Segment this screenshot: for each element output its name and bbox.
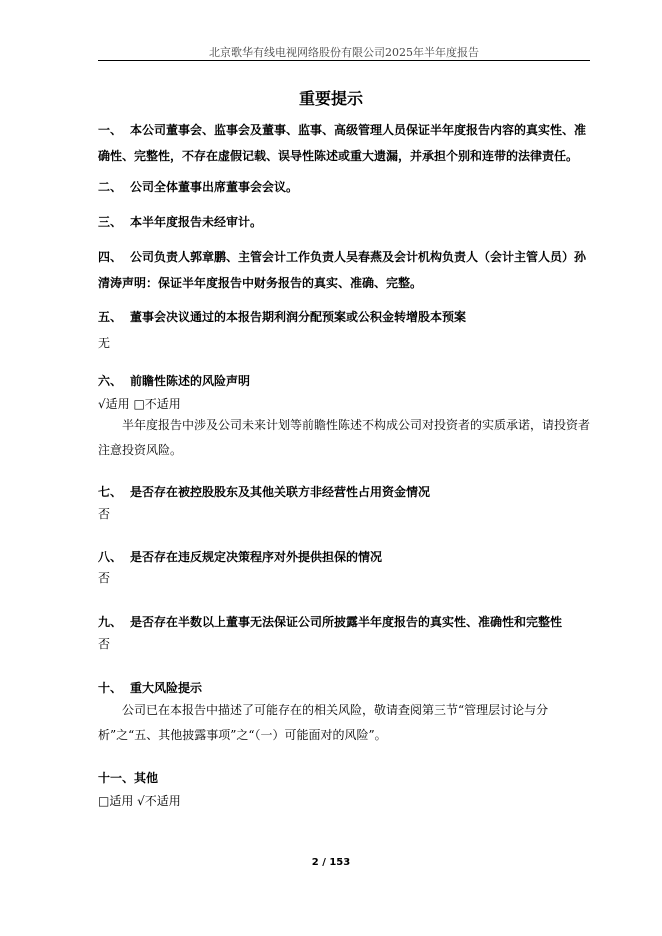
page-header: 北京歌华有线电视网络股份有限公司2025年半年度报告 <box>209 46 479 59</box>
section-number: 七、 <box>98 485 123 499</box>
section-6-applicability: √适用 □不适用 <box>98 397 181 411</box>
section-number: 三、 <box>98 215 123 229</box>
section-text: 本半年度报告未经审计。 <box>130 215 263 229</box>
section-text: 公司负责人郭章鹏、主管会计工作负责人吴春燕及会计机构负责人（会计主管人员）孙清涛声明：保证半年度报告中财务报告的真实、准确、完整。 <box>98 250 587 290</box>
section-1 <box>98 117 592 169</box>
section-6-body: 半年度报告中涉及公司未来计划等前瞻性陈述不构成公司对投资者的实质承诺，请投资者注意投资风险。 <box>98 418 591 457</box>
section-8-answer: 否 <box>98 571 111 585</box>
section-7-answer: 否 <box>98 507 111 521</box>
section-3 <box>98 209 592 235</box>
page-title: 重要提示 <box>298 89 363 108</box>
section-text: 是否存在半数以上董事无法保证公司所披露半年度报告的真实性、准确性和完整性 <box>130 615 563 629</box>
section-text: 董事会决议通过的本报告期利润分配预案或公积金转增股本预案 <box>130 310 467 324</box>
section-number: 十一、 <box>98 771 135 785</box>
section-number: 八、 <box>98 550 123 564</box>
section-text: 是否存在违反规定决策程序对外提供担保的情况 <box>130 550 383 564</box>
section-11 <box>98 765 592 791</box>
section-2 <box>98 174 592 200</box>
section-9-answer: 否 <box>98 637 111 651</box>
section-4 <box>98 244 592 296</box>
section-5-answer: 无 <box>98 336 111 350</box>
section-text: 其他 <box>134 771 159 785</box>
section-6 <box>98 368 592 394</box>
section-number: 六、 <box>98 374 123 388</box>
section-text: 本公司董事会、监事会及董事、监事、高级管理人员保证半年度报告内容的真实性、准确性、完整性，不存在虚假记载、误导性陈述或重大遗漏，并承担个别和连带的法律责任。 <box>98 123 587 163</box>
section-7 <box>98 479 592 505</box>
section-5 <box>98 304 592 330</box>
page-number: 2 / 153 <box>311 857 351 868</box>
section-text: 公司全体董事出席董事会会议。 <box>130 180 299 194</box>
section-11-applicability: □适用 √不适用 <box>98 794 181 808</box>
section-text: 前瞻性陈述的风险声明 <box>130 374 251 388</box>
section-number: 九、 <box>98 615 123 629</box>
section-number: 二、 <box>98 180 123 194</box>
header-rule <box>98 60 590 61</box>
section-number: 五、 <box>98 310 123 324</box>
section-10-body: 公司已在本报告中描述了可能存在的相关风险，敬请查阅第三节“管理层讨论与分析”之“五、其他披露事项”之“（一）可能面对的风险”。 <box>98 703 549 742</box>
section-text: 重大风险提示 <box>130 681 203 695</box>
section-number: 一、 <box>98 123 123 137</box>
section-9 <box>98 609 592 635</box>
section-text: 是否存在被控股股东及其他关联方非经营性占用资金情况 <box>130 485 431 499</box>
section-number: 四、 <box>98 250 123 264</box>
section-number: 十、 <box>98 681 123 695</box>
